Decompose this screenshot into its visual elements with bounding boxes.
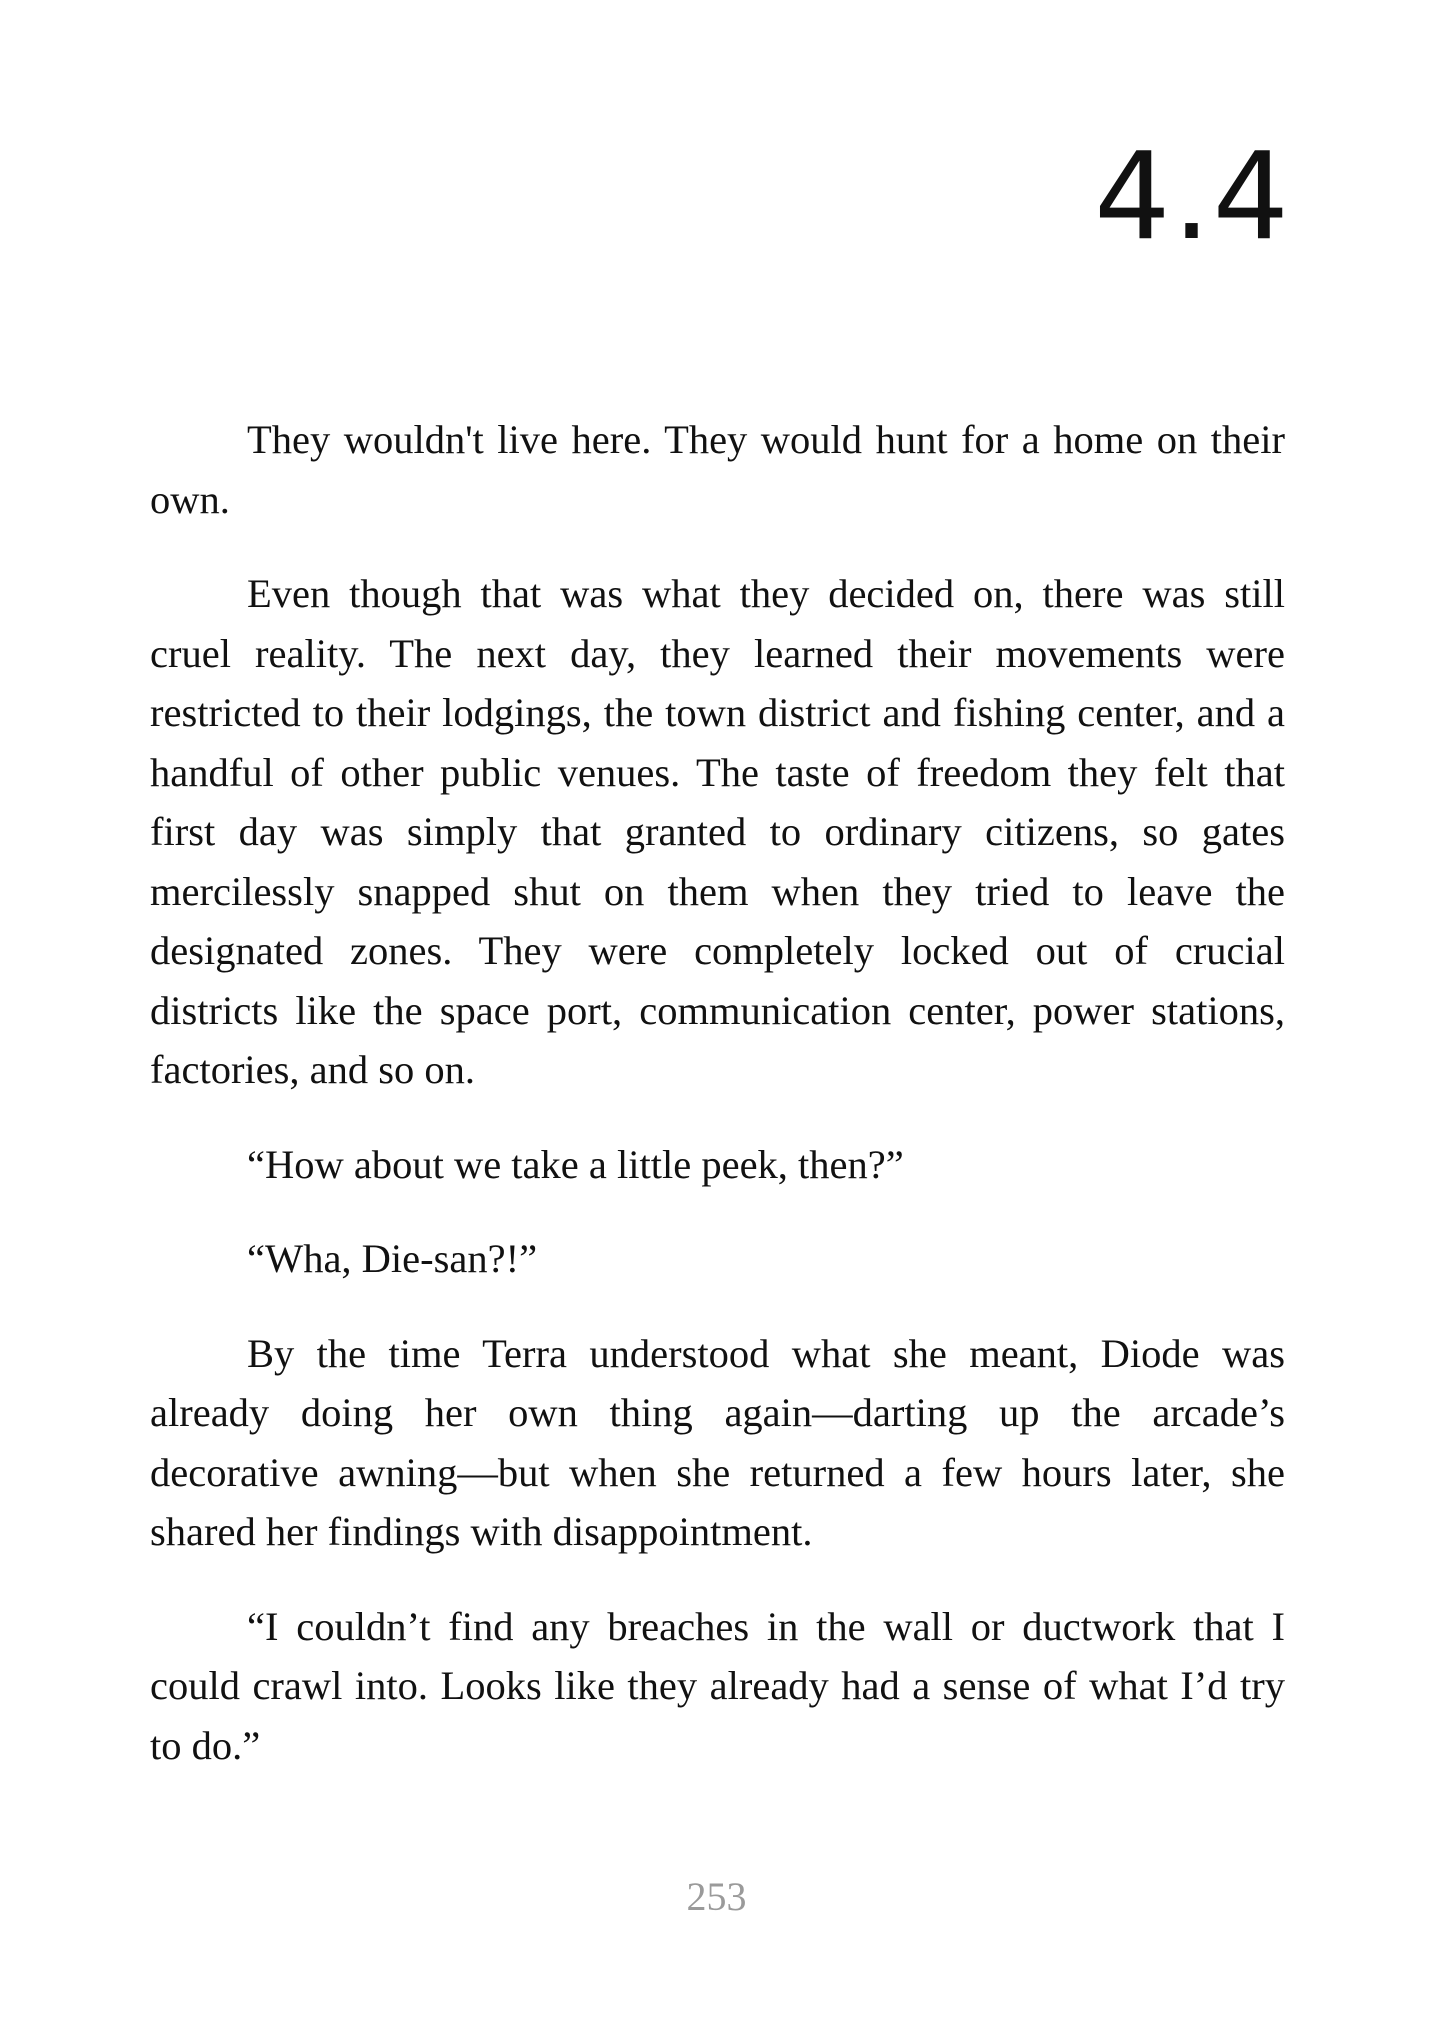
paragraph: “Wha, Die-san?!”: [247, 1236, 538, 1281]
paragraph: They wouldn't live here. They would hunt for a home on their own.: [150, 417, 1285, 522]
chapter-number: 4.4: [1094, 128, 1291, 267]
page-number: 253: [686, 1874, 747, 1919]
paragraph: “How about we take a little peek, then?”: [247, 1141, 904, 1187]
paragraph: By the time Terra understood what she meant, Diode was already doing her own thing again—darting up the arcade’s decorative awning—but when she returned a few hours later, she shared her findings with disappointment.: [150, 1330, 1285, 1554]
paragraph: Even though that was what they decided on, there was still cruel reality. The next day, they learned their movements were restricted to their lodgings, the town district and fishing center, and a handful of other public venues. The taste of freedom they felt that first day was simply that granted to ordinary citizens, so gates mercilessly snapped shut on them when they tried to leave the designated zones. They were completely locked out of crucial districts like the space port, communication center, power stations, factories, and so on.: [150, 571, 1285, 1092]
paragraph: “I couldn’t find any breaches in the wall or ductwork that I could crawl into. Looks like they already had a sense of what I’d try to do.”: [150, 1603, 1285, 1768]
chapter-body: [150, 410, 1285, 1810]
